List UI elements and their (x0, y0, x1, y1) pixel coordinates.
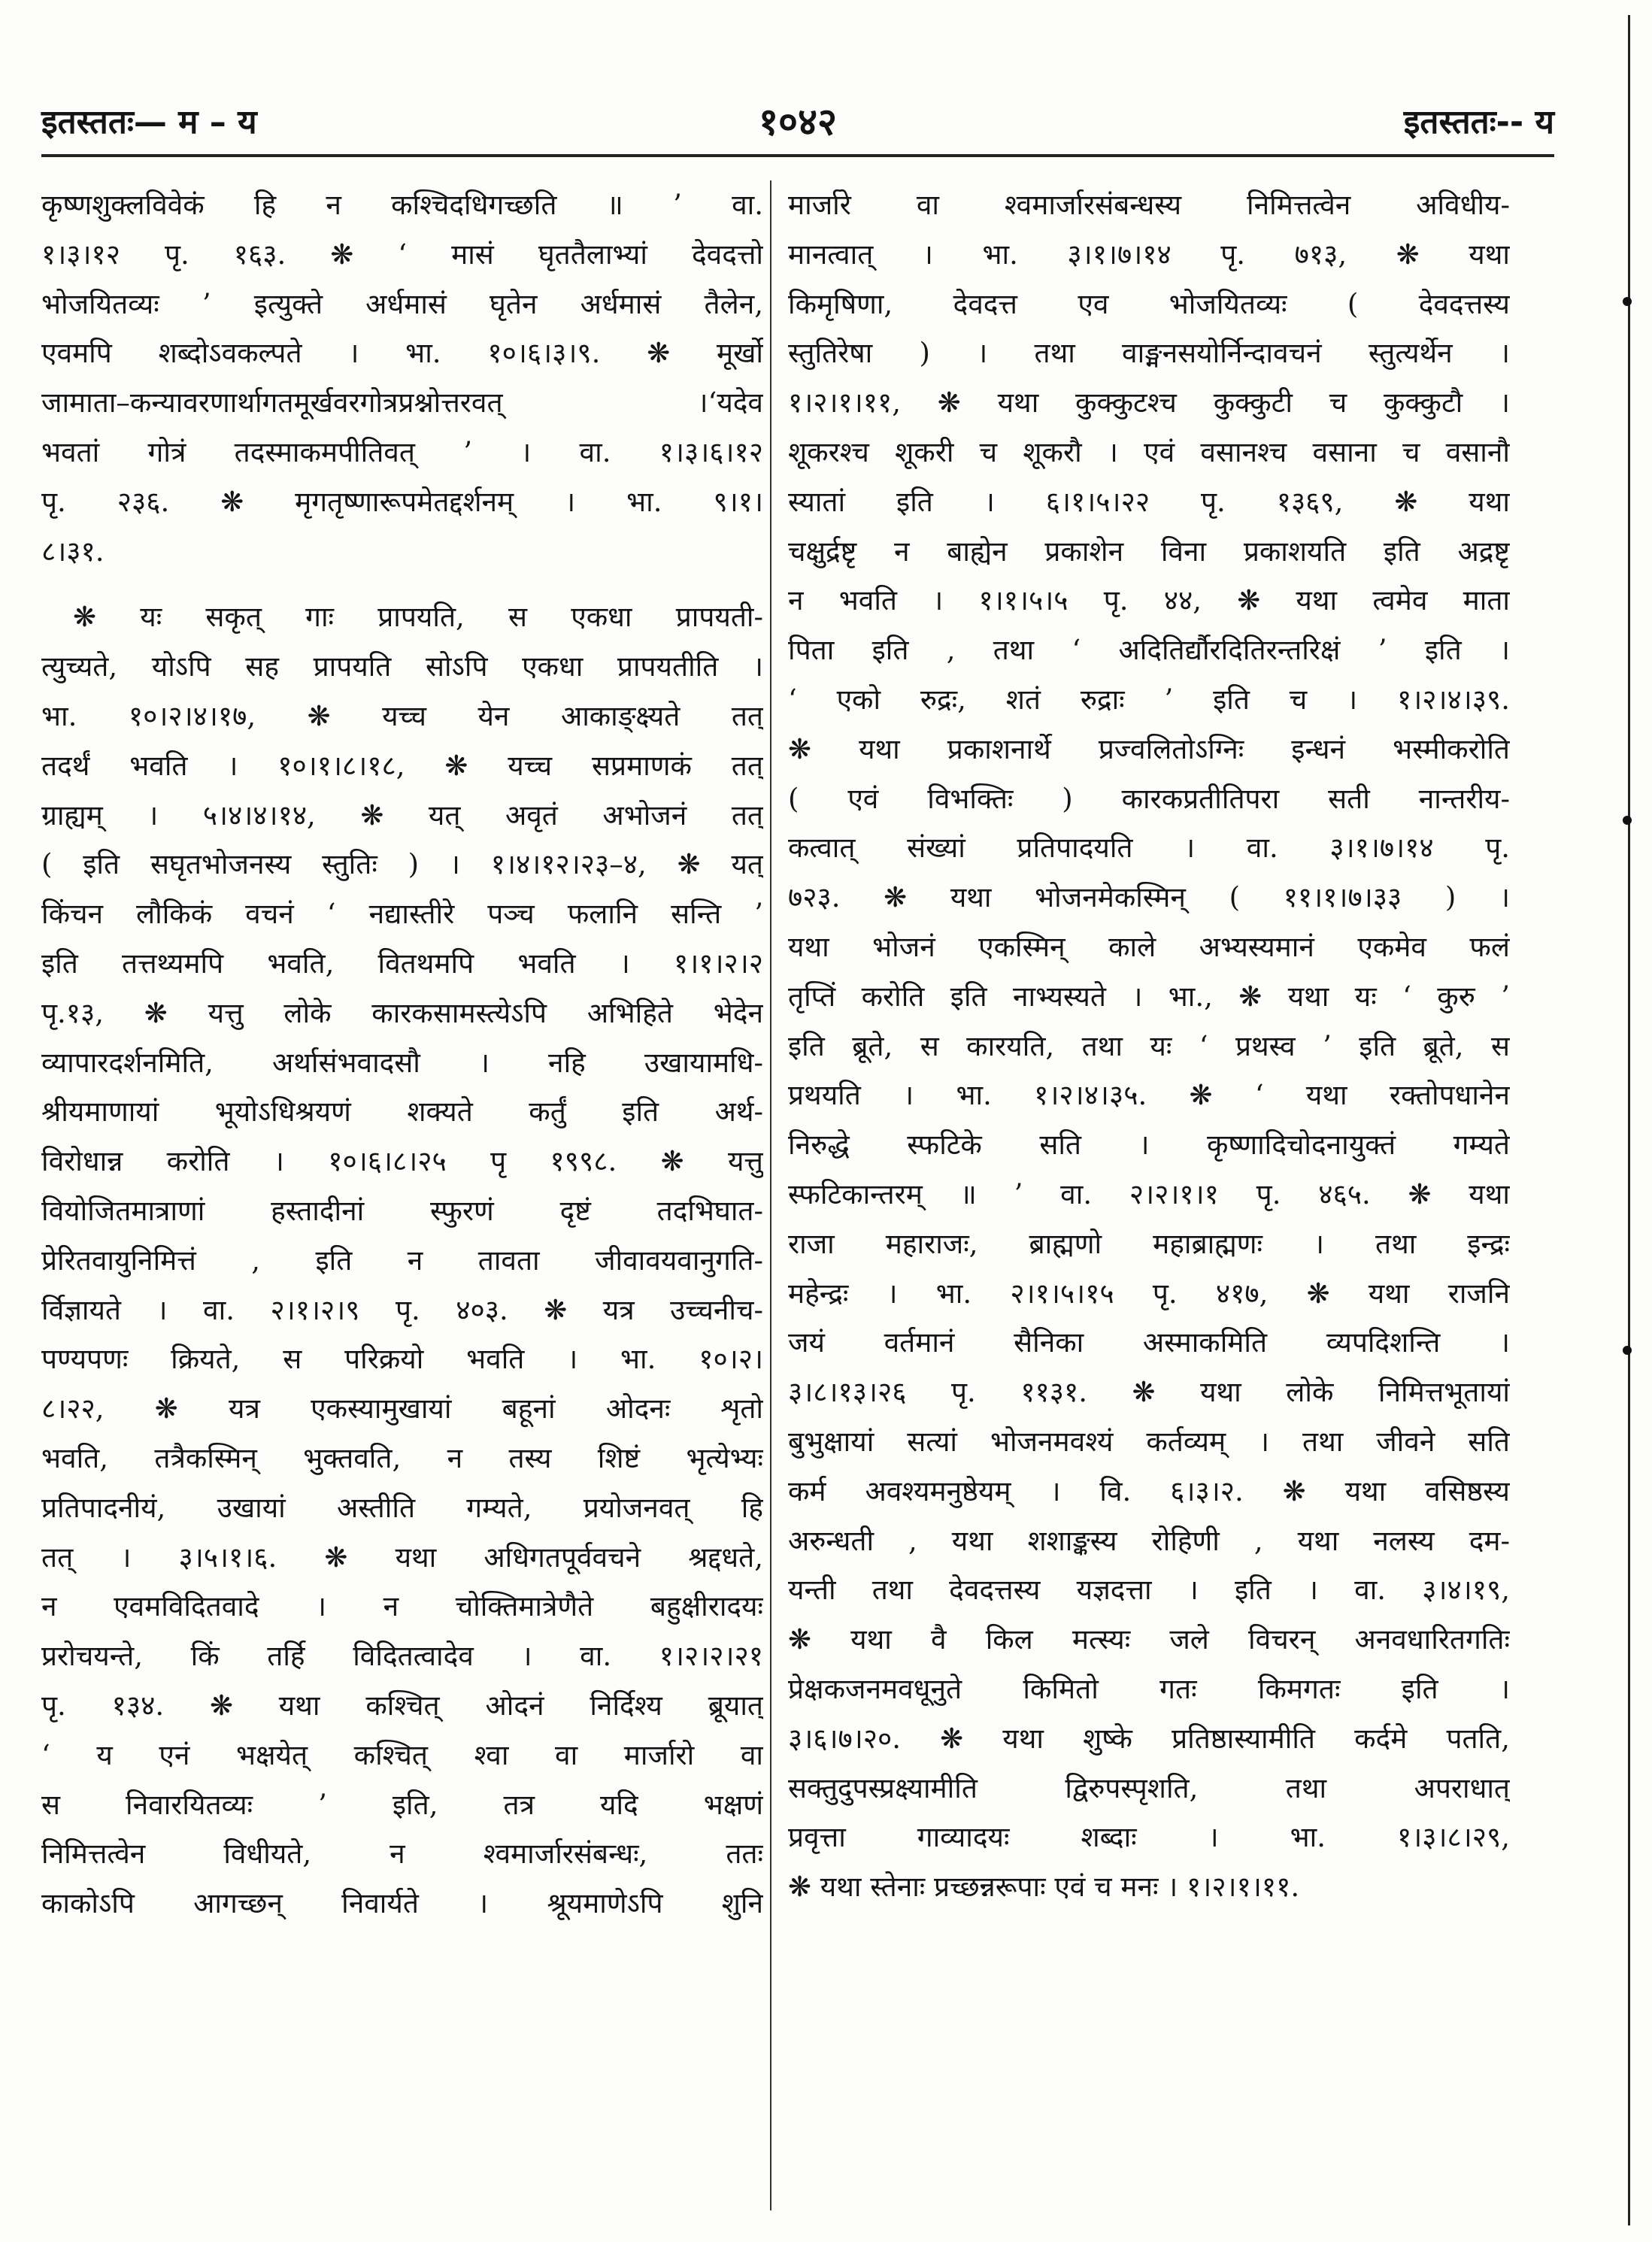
text-line: ❋ यथा स्तेनाः प्रच्छन्नरूपाः एवं च मनः । १।२।१।११. (788, 1871, 1300, 1904)
page-number: १०४२ (759, 100, 837, 144)
text-line: यथा भोजनं एकस्मिन् काले अभ्यस्यमानं एकमेव फलं (788, 930, 1510, 963)
text-line: इति तत्तथ्यमपि भवति, वितथमपि भवति । १।१।२।२ (41, 947, 763, 980)
text-line: न एवमविदितवादे । न चोक्तिमात्रेणैते बहुक्षीरादयः (41, 1590, 763, 1623)
text-line: ग्राह्यम् । ५।४।४।१४, ❋ यत् अवृतं अभोजनं तत् (41, 798, 763, 832)
page-header (41, 90, 1554, 150)
text-line: कृष्णशुक्लविवेकं हि न कश्चिदधिगच्छति ॥ ’ वा. (41, 189, 763, 221)
text-line: पिता इति , तथा ‘ अदितिर्द्यौरदितिरन्तरिक्षं ’ इति । (788, 634, 1510, 667)
text-line: शूकरश्च शूकरी च शूकरौ । एवं वसानश्च वसाना च वसानौ (788, 435, 1510, 468)
text-line: पृ. २३६. ❋ मृगतृष्णारूपमेतद्दर्शनम् । भा. ९।१। (41, 485, 763, 518)
text-line: ❋ यथा वै किल मत्स्यः जले विचरन् अनवधारितगतिः (788, 1623, 1510, 1656)
text-line: विरोधान्न करोति । १०।६।८।२५ पृ १९९८. ❋ यत्तु (41, 1145, 763, 1178)
text-line: चक्षुर्द्रष्टृ न बाह्येन प्रकाशेन विना प्रकाशयति इति अद्रष्टृ (788, 535, 1510, 568)
text-line: १।२।१।११, ❋ यथा कुक्कुटश्च कुक्कुटी च कुक्कुटौ । (788, 386, 1510, 420)
text-line: पण्यपणः क्रियते, स परिक्रयो भवति । भा. १०।२। (41, 1343, 763, 1376)
text-line: ‘ य एनं भक्षयेत् कश्चित् श्वा वा मार्जारो वा (41, 1738, 763, 1771)
text-line: भवतां गोत्रं तदस्माकमपीतिवत् ’ । वा. १।३।६।१२ (41, 435, 763, 468)
text-line: ❋ यथा प्रकाशनार्थे प्रज्वलितोऽग्निः इन्धनं भस्मीकरोति (788, 732, 1510, 765)
header-rule (41, 154, 1554, 157)
text-line: पृ. १३४. ❋ यथा कश्चित् ओदनं निर्दिश्य ब्रूयात् (41, 1689, 763, 1722)
text-line: राजा महाराजः, ब्राह्मणो महाब्राह्मणः । तथा इन्द्रः (788, 1227, 1510, 1260)
text-line: तदर्थं भवति । १०।१।८।१८, ❋ यच्च सप्रमाणकं तत् (41, 749, 763, 782)
text-line: इति ब्रूते, स कारयति, तथा यः ‘ प्रथस्व ’ इति ब्रूते, स (788, 1029, 1510, 1062)
text-line: काकोऽपि आगच्छन् निवार्यते । श्रूयमाणेऽपि शुनि (41, 1887, 763, 1920)
text-line: भोजयितव्यः ’ इत्युक्ते अर्धमासं घृतेन अर्धमासं तैलेन, (41, 287, 763, 320)
text-line: प्रेक्षकजनमवधूनुते किमितो गतः किमगतः इति । (788, 1672, 1510, 1705)
text-line: अरुन्धती , यथा शशाङ्कस्य रोहिणी , यथा नलस्य दम- (788, 1524, 1510, 1557)
text-line: ( इति सघृतभोजनस्य स्तुतिः ) । १।४।१२।२३–४, ❋ यत् (41, 848, 763, 881)
scan-mark (1623, 816, 1632, 825)
scan-mark (1623, 1346, 1632, 1355)
text-line: सक्तुदुपस्प्रक्ष्यामीति द्विरुपस्पृशति, तथा अपराधात् (788, 1771, 1510, 1804)
text-line: स्यातां इति । ६।१।५।२२ पृ. १३६९, ❋ यथा (788, 485, 1510, 518)
text-line: कर्म अवश्यमनुष्ठेयम् । वि. ६।३।२. ❋ यथा वसिष्ठस्य (788, 1474, 1510, 1507)
text-line: प्रेरितवायुनिमित्तं , इति न तावता जीवावयवानुगति- (41, 1244, 763, 1277)
column-divider (770, 180, 771, 2210)
text-line: त्युच्यते, योऽपि सह प्रापयति सोऽपि एकधा प्रापयतीति । (41, 650, 763, 683)
text-line: ३।८।१३।२६ पृ. ११३१. ❋ यथा लोके निमित्तभूतायां (788, 1376, 1510, 1409)
text-line: स्फटिकान्तरम् ॥ ’ वा. २।२।१।१ पृ. ४६५. ❋ यथा (788, 1177, 1510, 1210)
text-line: स निवारयितव्यः ’ इति, तत्र यदि भक्षणं (41, 1788, 763, 1821)
running-head-right: इतस्ततः-- य (1403, 103, 1554, 141)
text-line: निरुद्धे स्फटिके सति । कृष्णादिचोदनायुक्तं गम्यते (788, 1129, 1510, 1162)
text-line: एवमपि शब्दोऽवकल्पते । भा. १०।६।३।९. ❋ मूर्खो (41, 337, 763, 370)
text-line: ( एवं विभक्तिः ) कारकप्रतीतिपरा सती नान्तरीय- (788, 782, 1510, 815)
text-line: किंचन लौकिकं वचनं ‘ नद्यास्तीरे पञ्च फलानि सन्ति ’ (41, 898, 763, 931)
text-line: प्ररोचयन्ते, किं तर्हि विदितत्वादेव । वा. १।२।२।२१ (41, 1640, 763, 1673)
left-column (41, 180, 763, 2214)
scan-mark (1623, 297, 1632, 306)
text-line: निमित्तत्वेन विधीयते, न श्वमार्जारसंबन्धः, ततः (41, 1838, 763, 1871)
text-line: कत्वात् संख्यां प्रतिपादयति । वा. ३।१।७।१४ पृ. (788, 832, 1510, 865)
text-line: व्यापारदर्शनमिति, अर्थासंभवादसौ । नहि उखायामधि- (41, 1046, 763, 1079)
text-line: न भवति । १।१।५।५ पृ. ४४, ❋ यथा त्वमेव माता (788, 584, 1510, 617)
text-line: वियोजितमात्राणां हस्तादीनां स्फुरणं दृष्टं तदभिघात- (41, 1194, 763, 1227)
text-line: बुभुक्षायां सत्यां भोजनमवश्यं कर्तव्यम् । तथा जीवने सति (788, 1425, 1510, 1458)
text-line: स्तुतिरेषा ) । तथा वाङ्मनसयोर्निन्दावचनं स्तुत्यर्थेन । (788, 337, 1510, 370)
text-line: १।३।१२ पृ. १६३. ❋ ‘ मासं घृततैलाभ्यां देवदत्तो (41, 238, 763, 271)
text-line: ३।६।७।२०. ❋ यथा शुष्के प्रतिष्ठास्यामीति कर्दमे पतति, (788, 1722, 1510, 1755)
running-head-left: इतस्ततः— म – य (41, 103, 257, 141)
text-line: भवति, तत्रैकस्मिन् भुक्तवति, न तस्य शिष्टं भृत्येभ्यः (41, 1441, 763, 1474)
right-column (788, 180, 1510, 2214)
text-line: मानत्वात् । भा. ३।१।७।१४ पृ. ७१३, ❋ यथा (788, 238, 1510, 271)
text-line: ७२३. ❋ यथा भोजनमेकस्मिन् ( ११।१।७।३३ ) । (788, 881, 1510, 914)
text-line: मार्जारे वा श्वमार्जारसंबन्धस्य निमित्तत्वेन अविधीय- (788, 189, 1510, 221)
text-line: प्रतिपादनीयं, उखायां अस्तीति गम्यते, प्रयोजनवत् हि (41, 1491, 763, 1524)
text-line: ‘ एको रुद्रः, शतं रुद्राः ’ इति च । १।२।४।३९. (788, 683, 1510, 716)
text-line: जयं वर्तमानं सैनिका अस्माकमिति व्यपदिशन्ति । (788, 1326, 1510, 1359)
text-line: प्रथयति । भा. १।२।४।३५. ❋ ‘ यथा रक्तोपधानेन (788, 1079, 1510, 1112)
text-line: ८।२२, ❋ यत्र एकस्यामुखायां बहूनां ओदनः शृतो (41, 1392, 763, 1425)
text-line: महेन्द्रः । भा. २।१।५।१५ पृ. ४१७, ❋ यथा राजनि (788, 1277, 1510, 1310)
text-line: श्रीयमाणायां भूयोऽधिश्रयणं शक्यते कर्तुं इति अर्थ- (41, 1095, 763, 1129)
scan-edge-line (1628, 15, 1630, 2225)
text-line: जामाता–कन्यावरणार्थागतमूर्खवरगोत्रप्रश्नोत्तरवत् ।‘यदेव (41, 386, 763, 420)
text-line: ८।३१. (41, 535, 105, 568)
text-line: भा. १०।२।४।१७, ❋ यच्च येन आकाङ्क्ष्यते तत् (41, 699, 763, 732)
text-line: तत् । ३।५।१।६. ❋ यथा अधिगतपूर्ववचने श्रद्दधते, (41, 1541, 763, 1574)
text-line: यन्ती तथा देवदत्तस्य यज्ञदत्ता । इति । वा. ३।४।१९, (788, 1574, 1510, 1607)
text-line: प्रवृत्ता गाव्यादयः शब्दाः । भा. १।३।८।२९, (788, 1821, 1510, 1854)
text-line: पृ.१३, ❋ यत्तु लोके कारकसामस्त्येऽपि अभिहिते भेदेन (41, 996, 763, 1029)
text-line: ❋ यः सकृत् गाः प्रापयति, स एकधा प्रापयती- (73, 601, 763, 634)
text-line: तृप्तिं करोति इति नाभ्यस्यते । भा., ❋ यथा यः ‘ कुरु ’ (788, 980, 1510, 1013)
text-line: र्विज्ञायते । वा. २।१।२।९ पृ. ४०३. ❋ यत्र उच्चनीच- (41, 1293, 763, 1326)
text-line: किमृषिणा, देवदत्त एव भोजयितव्यः ( देवदत्तस्य (788, 287, 1510, 320)
